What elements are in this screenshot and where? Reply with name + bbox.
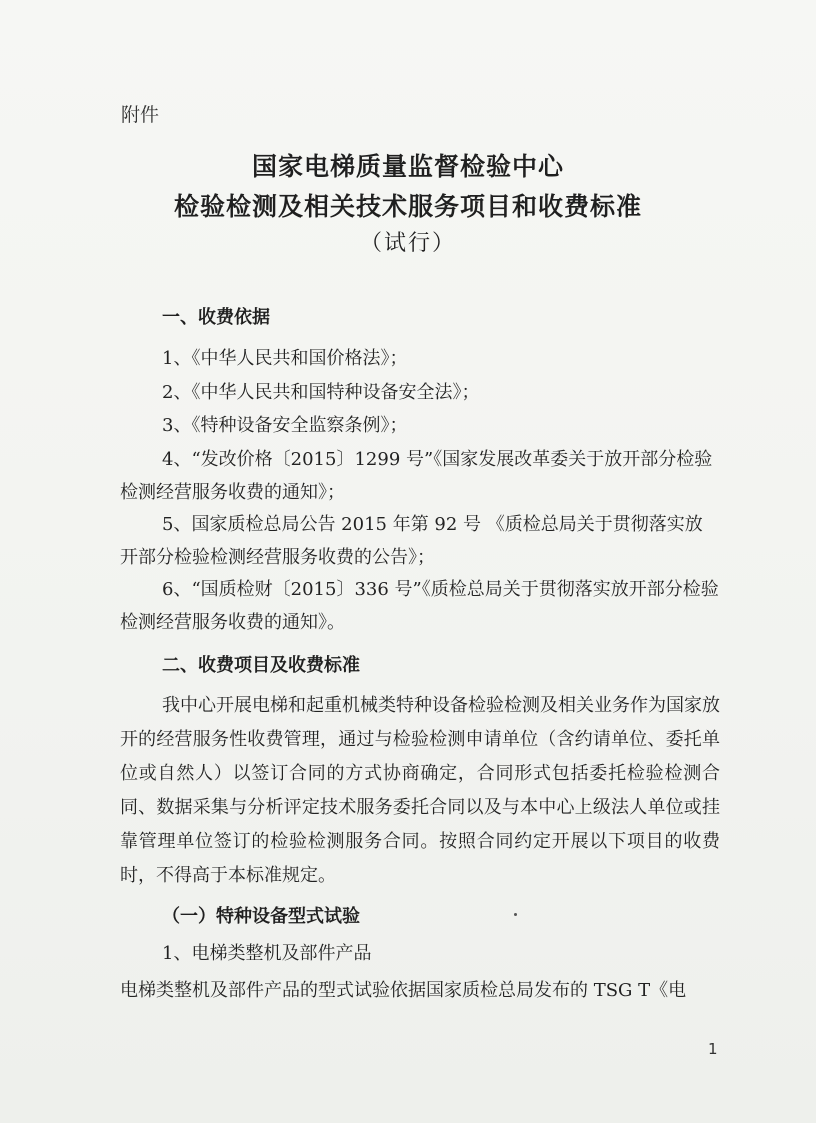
section-2-heading: 二、收费项目及收费标准 bbox=[162, 655, 360, 676]
basis-item-6: 6、“国质检财〔2015〕336 号”《质检总局关于贯彻落实放开部分检验检测经营服务收费的通知》。 bbox=[120, 579, 719, 633]
basis-item-2: 2、《中华人民共和国特种设备安全法》； bbox=[162, 382, 480, 403]
subsection-heading: （一）特种设备型式试验 bbox=[162, 906, 360, 927]
basis-item-1: 1、《中华人民共和国价格法》； bbox=[162, 348, 408, 369]
section-2-paragraph: 我中心开展电梯和起重机械类特种设备检验检测及相关业务作为国家放开的经营服务性收费管理，通过与检验检测申请单位（含约请单位、委托单位或自然人）以签订合同的方式协商确定，合同形式包括委托检验检测合同、数据采集与分析评定技术服务委托合同以及与本中心上级法人单位或挂靠管理单位签订的检验检测服务合同。按照合同约定开展以下项目的收费时，不得高于本标准规定。 bbox=[120, 695, 720, 886]
scan-speck bbox=[514, 913, 517, 916]
section-1-heading: 一、收费依据 bbox=[162, 307, 270, 328]
title-line-3: （试行） bbox=[359, 231, 456, 256]
subsection-item-1: 1、电梯类整机及部件产品 bbox=[162, 943, 372, 964]
title-line-1: 国家电梯质量监督检验中心 bbox=[251, 152, 564, 181]
attachment-label: 附件 bbox=[121, 104, 160, 126]
basis-item-5: 5、国家质检总局公告 2015 年第 92 号 《质检总局关于贯彻落实放开部分检验检测经营服务收费的公告》； bbox=[120, 514, 703, 568]
title-line-2: 检验检测及相关技术服务项目和收费标准 bbox=[173, 192, 642, 221]
subsection-paragraph: 电梯类整机及部件产品的型式试验依据国家质检总局发布的 TSG T《电 bbox=[120, 980, 687, 1001]
page-number: 1 bbox=[708, 1040, 718, 1058]
basis-item-4: 4、“发改价格〔2015〕1299 号”《国家发展改革委关于放开部分检验检测经营服务收费的通知》； bbox=[120, 449, 713, 503]
basis-item-3: 3、《特种设备安全监察条例》； bbox=[162, 415, 408, 436]
